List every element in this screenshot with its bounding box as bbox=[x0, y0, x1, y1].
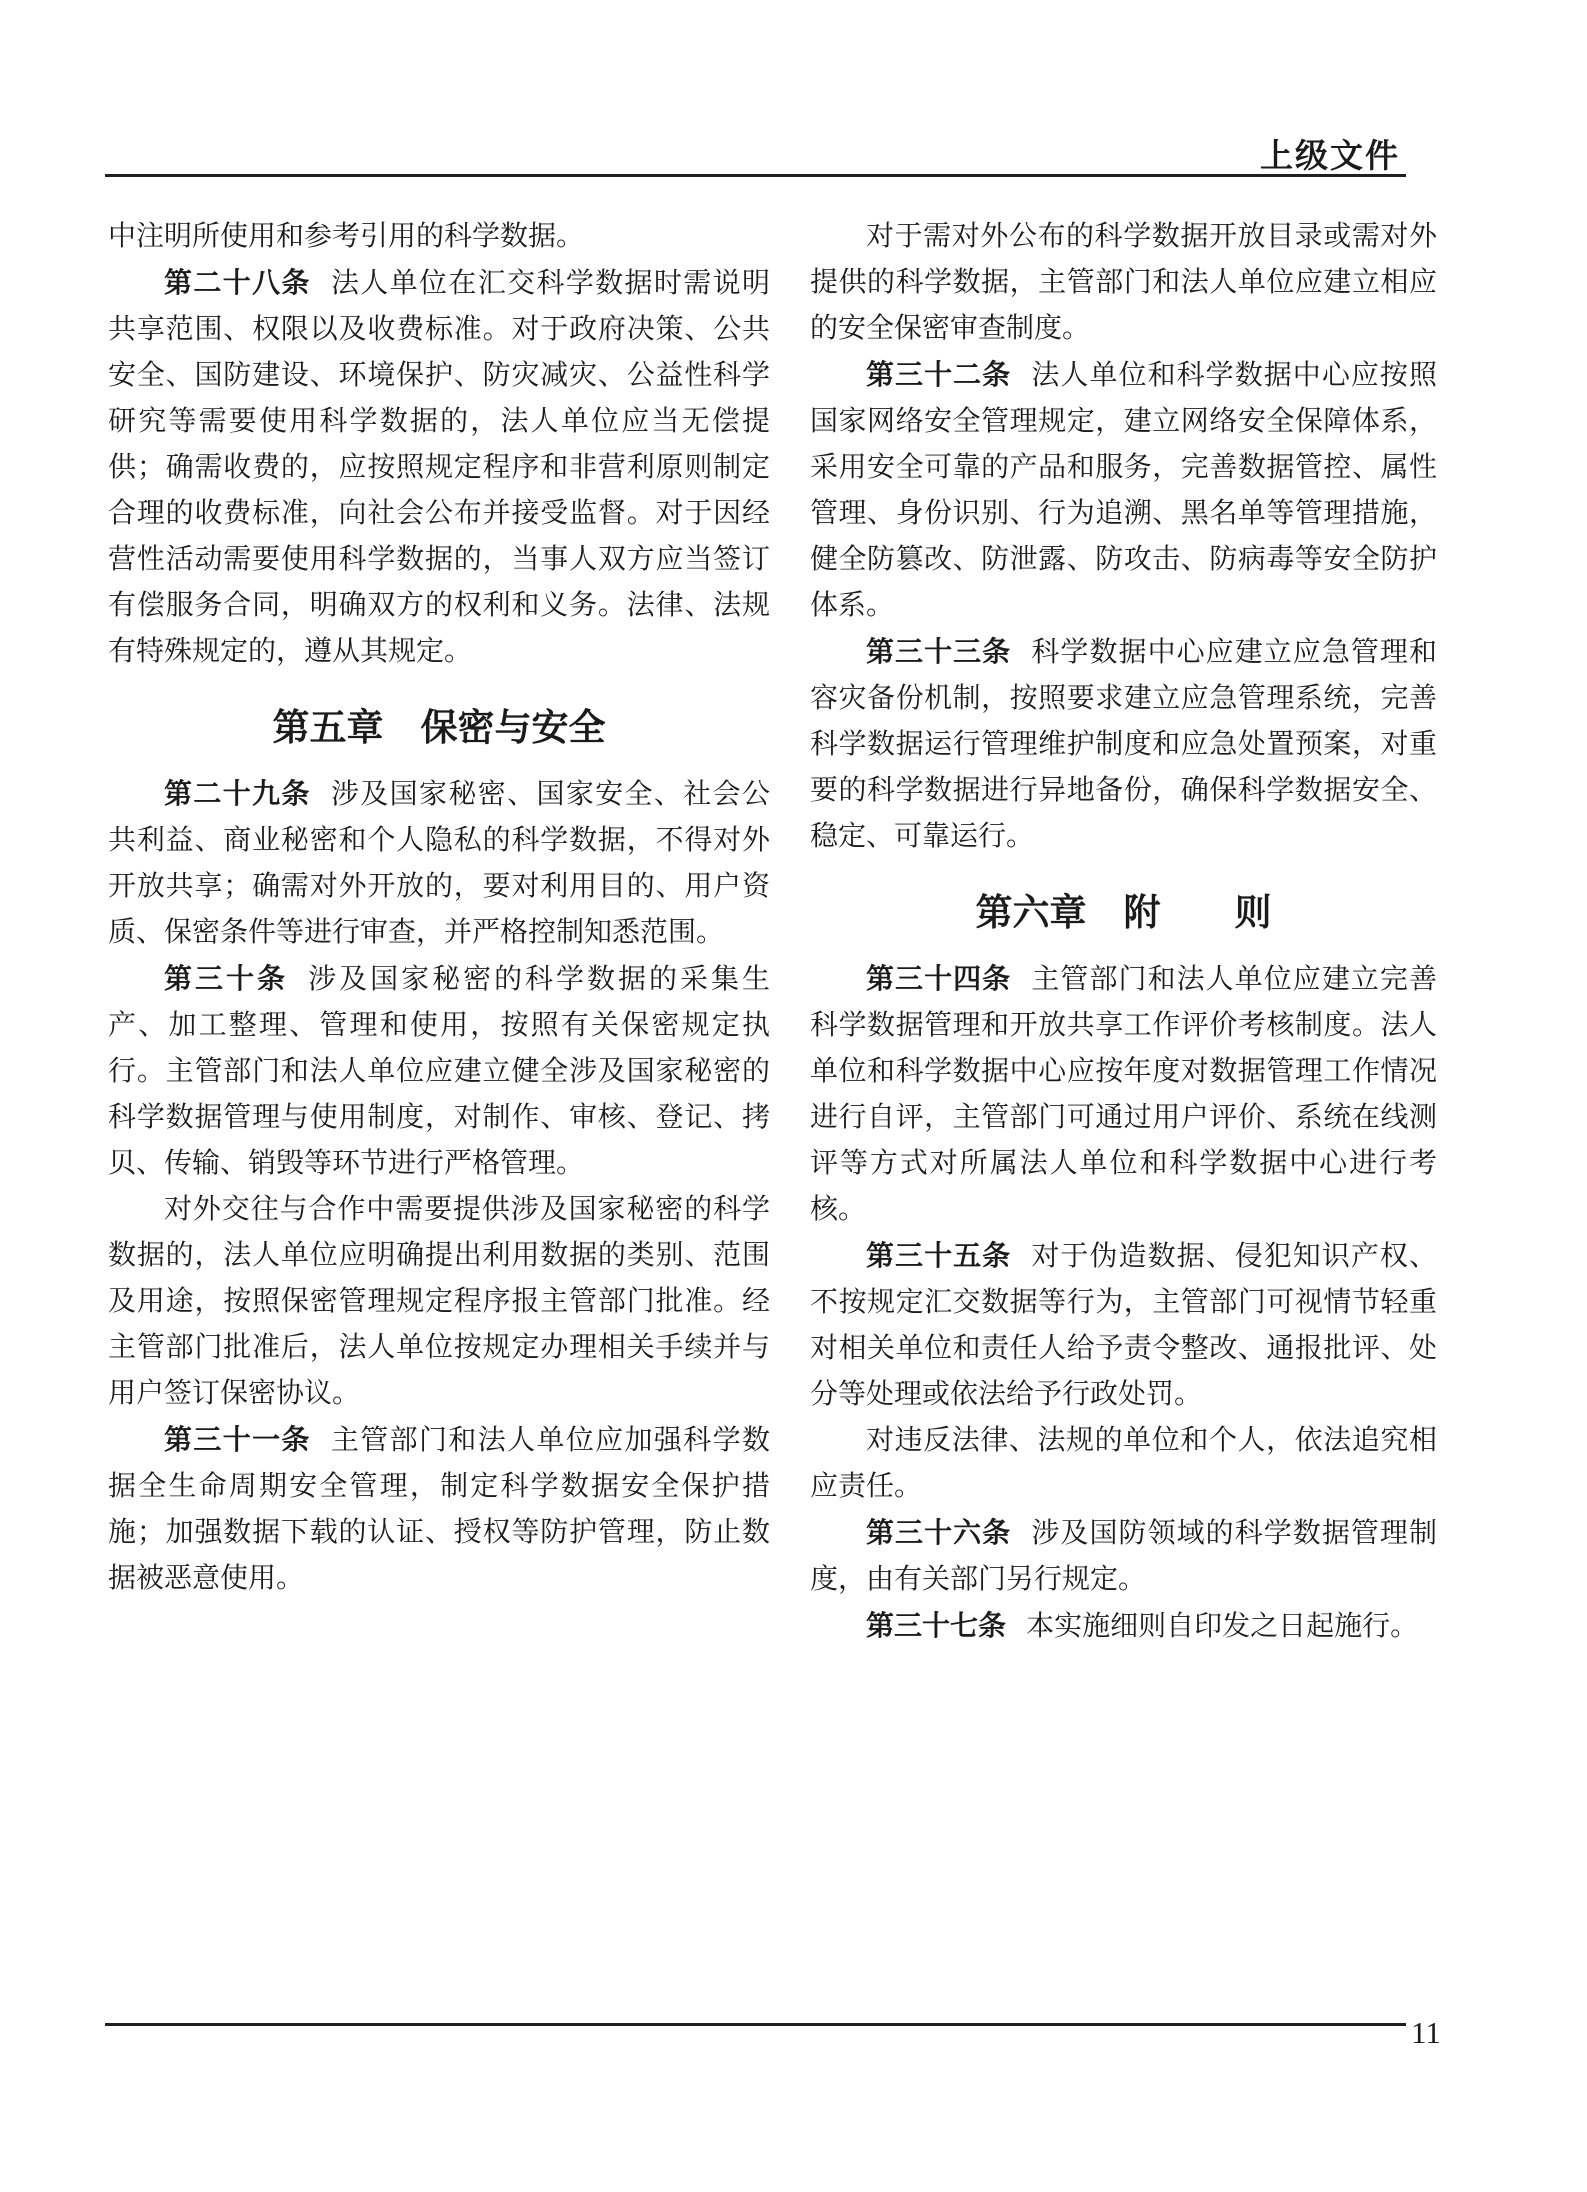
chapter-heading-6: 第六章 附 则 bbox=[975, 891, 1272, 934]
paragraph-text: 中注明所使用和参考引用的科学数据。 bbox=[108, 221, 585, 252]
paragraph-text: 对于需对外公布的科学数据开放目录或需对外提供的科学数据，主管部门和法人单位应建立相应的安全保密审查制度。 bbox=[810, 221, 1437, 344]
article-number: 第三十四条 bbox=[866, 962, 1012, 995]
article-number: 第三十六条 bbox=[866, 1516, 1012, 1549]
paragraph bbox=[108, 1187, 770, 1417]
paragraph bbox=[108, 260, 770, 675]
left-column bbox=[108, 214, 770, 1602]
page-number: 11 bbox=[1411, 2015, 1441, 2050]
paragraph bbox=[810, 214, 1437, 352]
paragraph-text: 法人单位和科学数据中心应按照国家网络安全管理规定，建立网络安全保障体系，采用安全可靠的产品和服务，完善数据管控、属性管理、身份识别、行为追溯、黑名单等管理措施，健全防篡改、防泄露、防攻击、防病毒等安全防护体系。 bbox=[810, 360, 1437, 621]
paragraph bbox=[810, 352, 1437, 629]
paragraph-text: 对违反法律、法规的单位和个人，依法追究相应责任。 bbox=[810, 1425, 1437, 1502]
chapter-heading-5: 第五章 保密与安全 bbox=[272, 706, 606, 749]
paragraph-text: 主管部门和法人单位应加强科学数据全生命周期安全管理，制定科学数据安全保护措施；加强数据下载的认证、授权等防护管理，防止数据被恶意使用。 bbox=[108, 1425, 770, 1594]
paragraph bbox=[810, 1418, 1437, 1510]
paragraph-text: 涉及国防领域的科学数据管理制度，由有关部门另行规定。 bbox=[810, 1518, 1437, 1595]
article-number: 第三十五条 bbox=[866, 1239, 1012, 1272]
article-number: 第三十条 bbox=[164, 962, 288, 995]
paragraph-text: 涉及国家秘密的科学数据的采集生产、加工整理、管理和使用，按照有关保密规定执行。主管部门和法人单位应建立健全涉及国家秘密的科学数据管理与使用制度，对制作、审核、登记、拷贝、传输、销毁等环节进行严格管理。 bbox=[108, 964, 770, 1179]
paragraph bbox=[810, 1603, 1437, 1650]
paragraph-text: 科学数据中心应建立应急管理和容灾备份机制，按照要求建立应急管理系统，完善科学数据运行管理维护制度和应急处置预案，对重要的科学数据进行异地备份，确保科学数据安全、稳定、可靠运行。 bbox=[810, 637, 1437, 852]
right-column bbox=[810, 214, 1437, 1650]
paragraph bbox=[108, 1417, 770, 1602]
paragraph bbox=[810, 956, 1437, 1233]
article-number: 第三十一条 bbox=[164, 1423, 311, 1456]
paragraph bbox=[108, 956, 770, 1187]
paragraph-text: 法人单位在汇交科学数据时需说明共享范围、权限以及收费标准。对于政府决策、公共安全、国防建设、环境保护、防灾减灾、公益性科学研究等需要使用科学数据的，法人单位应当无偿提供；确需收费的，应按照规定程序和非营利原则制定合理的收费标准，向社会公布并接受监督。对于因经营性活动需要使用科学数据的，当事人双方应当签订有偿服务合同，明确双方的权利和义务。法律、法规有特殊规定的，遵从其规定。 bbox=[108, 268, 770, 667]
paragraph bbox=[810, 1233, 1437, 1418]
paragraph bbox=[108, 214, 770, 260]
article-number: 第三十三条 bbox=[866, 635, 1012, 668]
article-number: 第三十二条 bbox=[866, 358, 1012, 391]
paragraph-text: 对外交往与合作中需要提供涉及国家秘密的科学数据的，法人单位应明确提出利用数据的类别、范围及用途，按照保密管理规定程序报主管部门批准。经主管部门批准后，法人单位按规定办理相关手续并与用户签订保密协议。 bbox=[108, 1194, 770, 1409]
footer-rule bbox=[105, 2023, 1406, 2026]
paragraph-text: 主管部门和法人单位应建立完善科学数据管理和开放共享工作评价考核制度。法人单位和科学数据中心应按年度对数据管理工作情况进行自评，主管部门可通过用户评价、系统在线测评等方式对所属法人单位和科学数据中心进行考核。 bbox=[810, 964, 1437, 1225]
header-title: 上级文件 bbox=[1260, 136, 1400, 175]
page-header bbox=[105, 126, 1406, 177]
paragraph-text: 对于伪造数据、侵犯知识产权、不按规定汇交数据等行为，主管部门可视情节轻重对相关单位和责任人给予责令整改、通报批评、处分等处理或依法给予行政处罚。 bbox=[810, 1241, 1437, 1410]
paragraph bbox=[810, 629, 1437, 860]
article-number: 第二十九条 bbox=[164, 777, 311, 810]
paragraph-text: 涉及国家秘密、国家安全、社会公共利益、商业秘密和个人隐私的科学数据，不得对外开放共享；确需对外开放的，要对利用目的、用户资质、保密条件等进行审查，并严格控制知悉范围。 bbox=[108, 779, 770, 948]
paragraph bbox=[810, 1510, 1437, 1603]
paragraph-text: 本实施细则自印发之日起施行。 bbox=[1026, 1611, 1419, 1642]
page-footer bbox=[105, 2008, 1445, 2068]
paragraph bbox=[108, 771, 770, 956]
article-number: 第三十七条 bbox=[866, 1609, 1007, 1642]
article-number: 第二十八条 bbox=[164, 266, 311, 299]
